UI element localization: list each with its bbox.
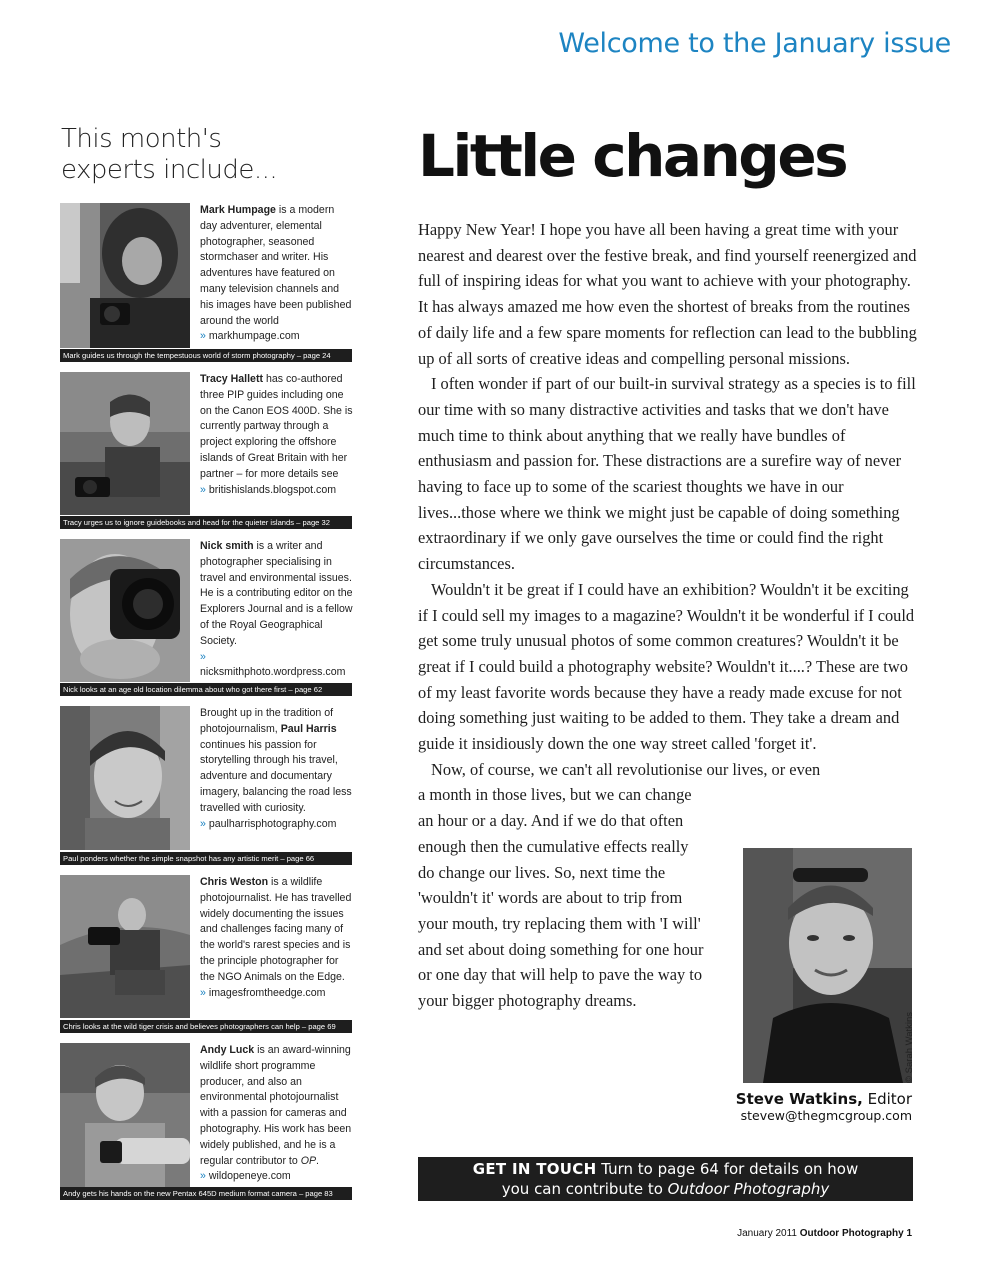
- expert-description-end: .: [316, 1154, 319, 1167]
- editor-photo: [743, 848, 912, 1083]
- expert-description: is a writer and photographer specialising in travel and environmental issues. He is a contributing editor on the Explorers Journal and is a fellow of the Royal Geographical Society.: [200, 540, 353, 647]
- expert-website[interactable]: paulharrisphotography.com: [208, 817, 337, 830]
- expert-photo: [60, 539, 190, 682]
- expert-website-link[interactable]: [200, 986, 354, 1002]
- expert-description: is a wildlife photojournalist. He has travelled widely documenting the issues and challenges facing many of the world's rarest species and is the principle photographer for the NGO Animals on the Edge.: [200, 876, 352, 983]
- get-in-touch-box: [418, 1157, 913, 1201]
- link-arrow-icon: »: [200, 817, 206, 830]
- article-paragraph: Wouldn't it be great if I could have an exhibition? Wouldn't it be exciting if I could sell my images to a magazine? Wouldn't it be wonderful if I could get some truly unusual photos of some common creatures? Wouldn't it be great if I could build a photography website? Wouldn't it....? These are two of my least favorite words because they have a ready made excuse for not doing something just waiting to be added to them. They take a dream and guide it insidiously down the one way street called 'forget it'.: [418, 579, 915, 754]
- expert-name: Andy Luck: [200, 1044, 255, 1056]
- expert-caption: Tracy urges us to ignore guidebooks and head for the quieter islands – page 32: [60, 516, 352, 529]
- link-arrow-icon: »: [200, 1170, 206, 1183]
- expert-name: Nick smith: [200, 540, 254, 552]
- expert-website-link[interactable]: [200, 483, 354, 499]
- article-paragraph: Happy New Year! I hope you have all been having a great time with your nearest and dearest over the festive break, and find yourself reenergized and full of inspiring ideas for what you want to achieve with your photography. It has always amazed me how even the shortest of breaks from the routines of daily life and a few spare moments for reflection can lead to the bubbling up of all sorts of creative ideas and compelling personal missions.: [418, 220, 917, 368]
- contact-text: Turn to page 64 for details on how: [596, 1160, 859, 1178]
- expert-name: Mark Humpage: [200, 204, 276, 216]
- magazine-abbreviation: OP: [300, 1154, 317, 1167]
- expert-website[interactable]: markhumpage.com: [208, 330, 300, 343]
- expert-photo: [60, 706, 190, 850]
- editor-name: Steve Watkins,: [735, 1090, 863, 1108]
- expert-photo: [60, 875, 190, 1018]
- photo-credit: © Sarah Watkins: [904, 1011, 915, 1083]
- article-paragraph-narrow: a month in those lives, but we can change an hour or a day. And if we do that often enough then the cumulative effects really do change our lives. So, next time the 'wouldn't it' words are about to trip from your mouth, try replacing them with 'I will' and set about doing something for one hour or one day that will help to pave the way to your bigger photography dreams.: [418, 785, 704, 1011]
- article-paragraph: I often wonder if part of our built-in survival strategy as a species is to fill our time with so many distractive activities and tasks that we don't have much time to think about anything that we really have bundles of enthusiasm and passion for. These distractions are a surefire way of never having to face up to some of the scariest thoughts we have in our lives...those where we think we might just be capable of doing something extraordinary if we only gave ourselves the time or could find the right circumstances.: [418, 374, 916, 574]
- expert-description: has co-authored three PIP guides including one on the Canon EOS 400D. She is currently partway through a project exploring the offshore islands of Great Britain with her partner – for more details see: [200, 373, 353, 480]
- page-number: 1: [906, 1228, 912, 1239]
- contact-text-2: you can contribute to: [501, 1180, 668, 1198]
- expert-name: Tracy Hallett: [200, 373, 264, 385]
- experts-heading-line2: experts include...: [61, 155, 278, 185]
- expert-name: Chris Weston: [200, 876, 269, 888]
- expert-website[interactable]: britishislands.blogspot.com: [208, 483, 337, 496]
- expert-description: continues his passion for storytelling through his travel, adventure and documentary imagery, balancing the road less travelled with curiosity.: [200, 738, 352, 814]
- expert-card-chris-weston: [60, 875, 352, 1035]
- contact-magazine: Outdoor Photography: [667, 1180, 830, 1198]
- expert-photo: [60, 203, 190, 348]
- expert-bio: [200, 1043, 354, 1185]
- link-arrow-icon: »: [200, 330, 206, 343]
- expert-caption: Andy gets his hands on the new Pentax 645D medium format camera – page 83: [60, 1187, 352, 1200]
- expert-bio: [200, 203, 354, 345]
- expert-description: is an award-winning wildlife short programme producer, and also an environmental photojournalist with a passion for cameras and photography. His work has been widely published, and he is a regular contributor to: [200, 1044, 352, 1167]
- expert-website-link[interactable]: [200, 329, 354, 345]
- expert-card-andy-luck: [60, 1043, 352, 1203]
- contact-label: GET IN TOUCH: [472, 1160, 597, 1178]
- expert-card-tracy-hallett: [60, 372, 352, 532]
- expert-description: is a modern day adventurer, elemental photographer, seasoned stormchaser and writer. His adventures have featured on many television channels and his images have been published around the world: [200, 204, 352, 327]
- expert-card-nick-smith: [60, 539, 352, 699]
- contact-line-1: [418, 1159, 913, 1179]
- expert-website-link[interactable]: [200, 650, 354, 682]
- expert-caption: Nick looks at an age old location dilemma about who got there first – page 62: [60, 683, 352, 696]
- expert-photo: [60, 1043, 190, 1187]
- expert-bio: [200, 372, 354, 498]
- expert-bio: [200, 706, 354, 832]
- expert-caption: Mark guides us through the tempestuous world of storm photography – page 24: [60, 349, 352, 362]
- expert-website[interactable]: wildopeneye.com: [208, 1170, 291, 1183]
- editor-signature: [736, 1090, 912, 1108]
- link-arrow-icon: »: [200, 650, 206, 663]
- article-paragraph: Now, of course, we can't all revolutionise our lives, or even: [431, 759, 821, 779]
- footer-issue: January 2011: [737, 1228, 797, 1239]
- link-arrow-icon: »: [200, 986, 206, 999]
- editor-role: Editor: [862, 1090, 912, 1108]
- expert-name: Paul Harris: [280, 722, 337, 735]
- link-arrow-icon: »: [200, 483, 206, 496]
- expert-website-link[interactable]: [200, 1169, 354, 1185]
- editor-email[interactable]: stevew@thegmcgroup.com: [740, 1108, 912, 1123]
- article-title: Little changes: [418, 122, 847, 190]
- expert-bio: [200, 875, 354, 1001]
- expert-caption: Paul ponders whether the simple snapshot has any artistic merit – page 66: [60, 852, 352, 865]
- expert-description-intro: Brought up in the tradition of photojournalism,: [200, 707, 334, 735]
- footer-magazine: Outdoor Photography: [799, 1228, 904, 1239]
- section-header: Welcome to the January issue: [558, 28, 951, 59]
- expert-bio: [200, 539, 354, 681]
- expert-website[interactable]: imagesfromtheedge.com: [208, 986, 326, 999]
- experts-heading: [61, 124, 361, 186]
- expert-card-paul-harris: [60, 706, 352, 866]
- contact-line-2: [418, 1179, 913, 1199]
- expert-website-link[interactable]: [200, 817, 354, 833]
- page-footer: [737, 1228, 912, 1239]
- expert-card-mark-humpage: [60, 203, 352, 364]
- expert-photo: [60, 372, 190, 515]
- expert-caption: Chris looks at the wild tiger crisis and believes photographers can help – page 69: [60, 1020, 352, 1033]
- experts-heading-line1: This month's: [61, 124, 222, 154]
- expert-website[interactable]: nicksmithphoto.wordpress.com: [200, 666, 346, 679]
